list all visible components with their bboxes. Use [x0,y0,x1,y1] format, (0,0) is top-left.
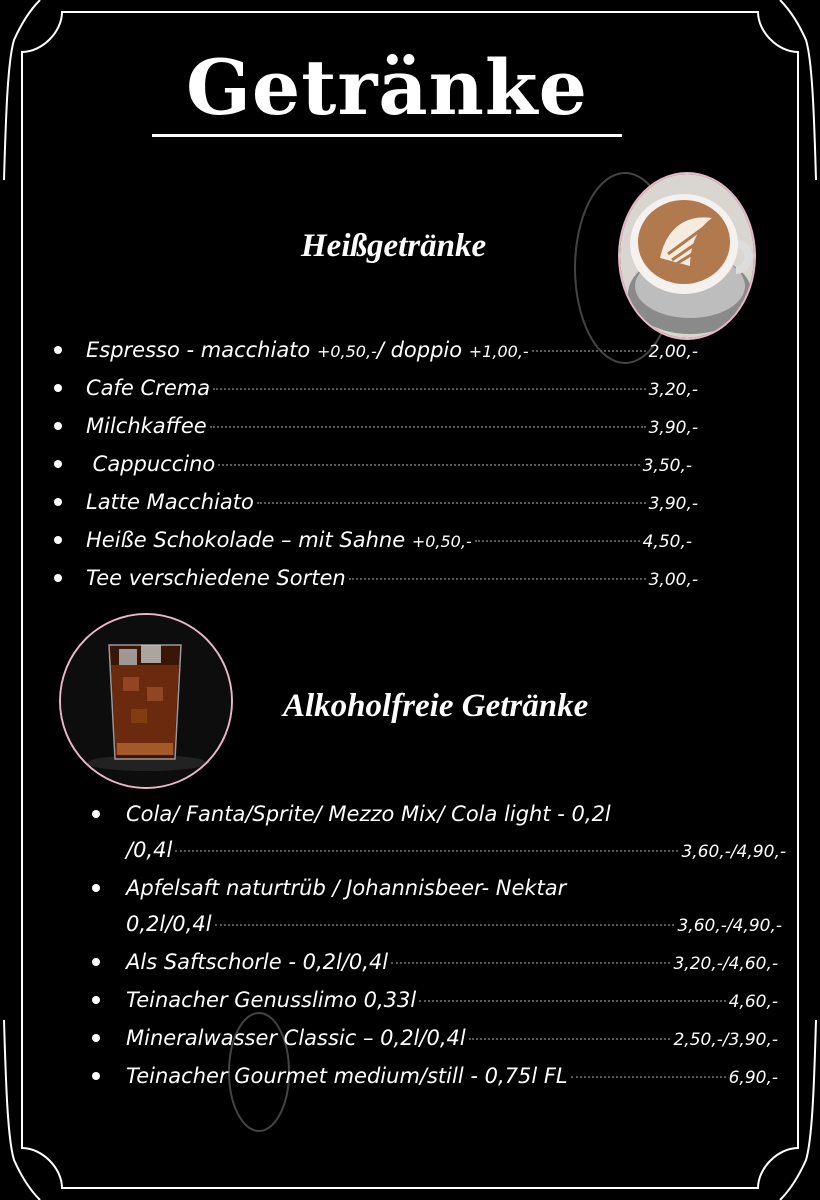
menu-title: Getränke [186,43,588,132]
bullet-icon [54,498,62,506]
bullet-icon [54,536,62,544]
list-item [90,1020,786,1058]
item-name: Mineralwasser Classic – 0,2l/0,4l [126,1026,466,1050]
bullet-icon [92,884,100,892]
item-price: 3,50,- [642,456,692,476]
leader-dots [349,578,646,580]
list-item [90,870,786,944]
item-price: 2,50,-/3,90,- [673,1030,778,1050]
soft-drinks-list [90,796,786,1096]
item-size: /0,4l [126,838,173,862]
item-name: Cola/ Fanta/Sprite/ Mezzo Mix/ Cola light - 0,2l [126,802,611,826]
leader-dots [257,502,646,504]
item-name: Espresso - macchiato [86,338,317,362]
bullet-icon [54,574,62,582]
hot-drinks-list [50,332,698,598]
item-name-part: / doppio [376,338,469,362]
title-underline [152,134,622,137]
bullet-icon [54,384,62,392]
list-item [90,982,786,1020]
leader-dots [475,540,640,542]
item-name: Milchkaffee [86,414,207,438]
item-name: Als Saftschorle - 0,2l/0,4l [126,950,389,974]
leader-dots [215,924,675,926]
bullet-icon [92,810,100,818]
item-name: Teinacher Genusslimo 0,33l [126,988,417,1012]
list-item [50,446,698,484]
item-surcharge: +1,00,- [468,342,529,361]
item-surcharge: +0,50,- [411,532,472,551]
item-surcharge: +0,50,- [316,342,377,361]
item-price: 3,60,-/4,90,- [677,916,782,936]
item-price: 3,90,- [648,418,698,438]
leader-dots [469,1038,671,1040]
list-item [50,522,698,560]
bullet-icon [92,1034,100,1042]
leader-dots [213,388,646,390]
coffee-image [618,172,756,340]
list-item [50,332,698,370]
hot-drinks-heading: Heißgetränke [301,228,487,264]
list-item [50,370,698,408]
list-item [90,944,786,982]
item-name: Cafe Crema [86,376,211,400]
item-price: 2,00,- [648,342,698,362]
item-price: 4,50,- [642,532,692,552]
item-name: Teinacher Gourmet medium/still - 0,75l FL [126,1064,568,1088]
list-item [50,408,698,446]
leader-dots [419,1000,725,1002]
item-price: 3,60,-/4,90,- [681,842,786,862]
bullet-icon [54,346,62,354]
item-name: Heiße Schokolade – mit Sahne [86,528,412,552]
soft-drinks-heading: Alkoholfreie Getränke [283,688,589,724]
item-price: 3,00,- [648,570,698,590]
list-item [90,796,786,870]
list-item [50,484,698,522]
leader-dots [210,426,646,428]
item-price: 3,90,- [648,494,698,514]
item-size: 0,2l/0,4l [126,912,212,936]
list-item [50,560,698,598]
bullet-icon [54,422,62,430]
leader-dots [391,962,670,964]
item-name: Latte Macchiato [86,490,254,514]
item-name: Apfelsaft naturtrüb / Johannisbeer- Nektar [126,876,567,900]
item-price: 4,60,- [728,992,778,1012]
item-price: 6,90,- [728,1068,778,1088]
item-name: Cappuccino [86,452,216,476]
item-name: Tee verschiedene Sorten [86,566,346,590]
item-price: 3,20,-/4,60,- [673,954,778,974]
leader-dots [571,1076,726,1078]
bullet-icon [54,460,62,468]
bullet-icon [92,996,100,1004]
leader-dots [175,850,678,852]
leader-dots [532,350,646,352]
leader-dots [218,464,639,466]
bullet-icon [92,958,100,966]
cola-image [59,613,233,789]
bullet-icon [92,1072,100,1080]
list-item [90,1058,786,1096]
item-price: 3,20,- [648,380,698,400]
